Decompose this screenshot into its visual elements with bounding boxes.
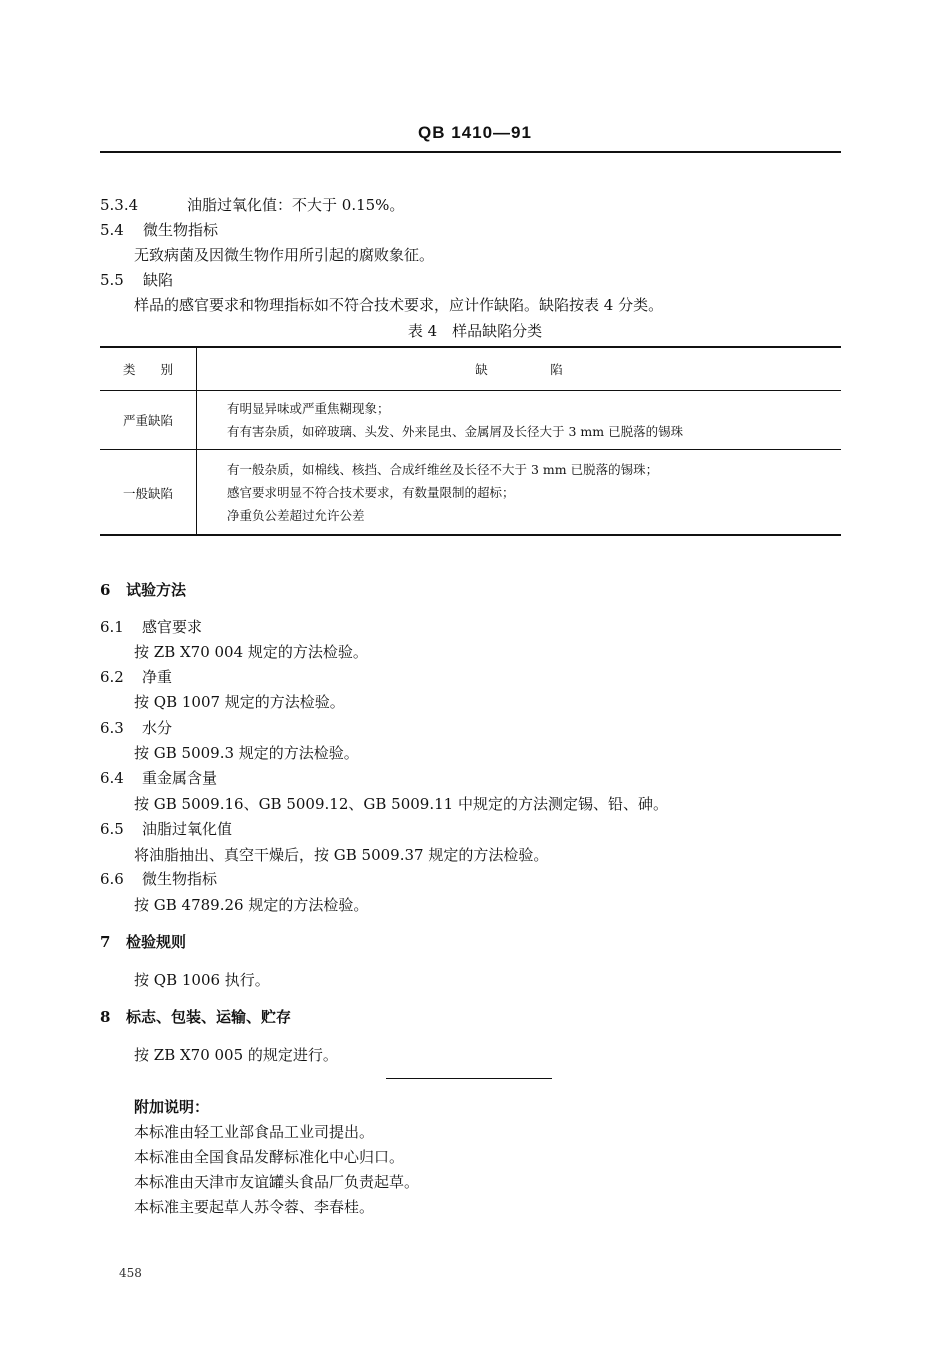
- clause-number: 6.5: [100, 820, 124, 838]
- clause-text: 油脂过氧化值：不大于 0.15%。: [187, 196, 405, 214]
- clause-number: 6.3: [100, 719, 124, 737]
- table-header-row: [100, 347, 841, 391]
- row-category: 严重缺陷: [100, 391, 197, 450]
- defect-item: 感官要求明显不符合技术要求，有数量限制的超标；: [227, 485, 515, 500]
- clause-number: 6.1: [100, 618, 124, 636]
- section-7-body: 按 QB 1006 执行。: [134, 971, 270, 989]
- document-code: QB 1410—91: [418, 123, 532, 142]
- section-title: 试验方法: [126, 581, 187, 599]
- defect-item: 有有害杂质，如碎玻璃、头发、外来昆虫、金属屑及长径大于 3 mm 已脱落的锡珠: [227, 424, 684, 439]
- section-7-heading: [100, 932, 186, 952]
- clause-title: 感官要求: [142, 618, 203, 636]
- clause-number: 5.4: [100, 221, 124, 239]
- clause-title: 微生物指标: [143, 221, 219, 239]
- clause-6-1-heading: [100, 617, 202, 637]
- clause-6-1-body: 按 ZB X70 004 规定的方法检验。: [134, 643, 368, 661]
- defect-table: [100, 347, 841, 535]
- row-defects: [197, 391, 842, 450]
- clause-6-2-body: 按 QB 1007 规定的方法检验。: [134, 693, 345, 711]
- table-caption: 表 4 样品缺陷分类: [407, 322, 543, 340]
- clause-title: 微生物指标: [142, 870, 218, 888]
- notes-line: 本标准由轻工业部食品工业司提出。: [134, 1123, 375, 1141]
- clause-6-5-body: 将油脂抽出、真空干燥后，按 GB 5009.37 规定的方法检验。: [134, 846, 549, 864]
- clause-6-4-heading: [100, 768, 217, 788]
- end-rule: [386, 1078, 552, 1079]
- section-number: 6: [100, 581, 111, 599]
- header-category: 类 别: [100, 347, 197, 391]
- notes-line: 本标准由天津市友谊罐头食品厂负责起草。: [134, 1173, 420, 1191]
- clause-6-3-body: 按 GB 5009.3 规定的方法检验。: [134, 744, 359, 762]
- row-defects: [197, 450, 842, 536]
- section-6-heading: [100, 580, 186, 600]
- clause-title: 缺陷: [143, 271, 174, 289]
- clause-title: 净重: [142, 668, 173, 686]
- clause-title: 油脂过氧化值: [142, 820, 233, 838]
- table-row: [100, 391, 841, 450]
- clause-6-4-body: 按 GB 5009.16、GB 5009.12、GB 5009.11 中规定的方法测定锡、铅、砷。: [134, 795, 668, 813]
- row-category: 一般缺陷: [100, 450, 197, 536]
- section-8-body: 按 ZB X70 005 的规定进行。: [134, 1046, 338, 1064]
- section-title: 标志、包装、运输、贮存: [126, 1008, 292, 1026]
- page-number: 458: [119, 1266, 142, 1280]
- clause-number: 6.4: [100, 769, 124, 787]
- clause-6-6-heading: [100, 869, 217, 889]
- table-row: [100, 450, 841, 536]
- clause-number: 5.3.4: [100, 196, 139, 214]
- clause-number: 5.5: [100, 271, 124, 289]
- clause-5-5-body: 样品的感官要求和物理指标如不符合技术要求，应计作缺陷。缺陷按表 4 分类。: [134, 296, 664, 314]
- clause-number: 6.2: [100, 668, 124, 686]
- section-number: 7: [100, 933, 111, 951]
- clause-6-3-heading: [100, 718, 172, 738]
- header-defect: 缺 陷: [197, 347, 842, 391]
- section-number: 8: [100, 1008, 111, 1026]
- clause-number: 6.6: [100, 870, 124, 888]
- defect-item: 净重负公差超过允许公差: [227, 508, 365, 523]
- clause-title: 重金属含量: [142, 769, 218, 787]
- clause-5-5-heading: [100, 270, 173, 290]
- clause-5-4-body: 无致病菌及因微生物作用所引起的腐败象征。: [134, 246, 435, 264]
- notes-line: 本标准主要起草人苏令蓉、李春桂。: [134, 1198, 375, 1216]
- table-bottom-rule: [100, 534, 841, 536]
- notes-title: 附加说明：: [134, 1098, 210, 1116]
- clause-title: 水分: [142, 719, 173, 737]
- section-8-heading: [100, 1007, 291, 1027]
- clause-6-2-heading: [100, 667, 172, 687]
- defect-item: 有一般杂质，如棉线、核挡、合成纤维丝及长径不大于 3 mm 已脱落的锡珠；: [227, 462, 659, 477]
- clause-6-5-heading: [100, 819, 232, 839]
- clause-5-4-heading: [100, 220, 218, 240]
- defect-item: 有明显异味或严重焦糊现象；: [227, 401, 390, 416]
- header-rule: [100, 151, 841, 153]
- notes-line: 本标准由全国食品发酵标准化中心归口。: [134, 1148, 405, 1166]
- clause-6-6-body: 按 GB 4789.26 规定的方法检验。: [134, 896, 369, 914]
- section-title: 检验规则: [126, 933, 187, 951]
- clause-5-3-4: [100, 195, 404, 215]
